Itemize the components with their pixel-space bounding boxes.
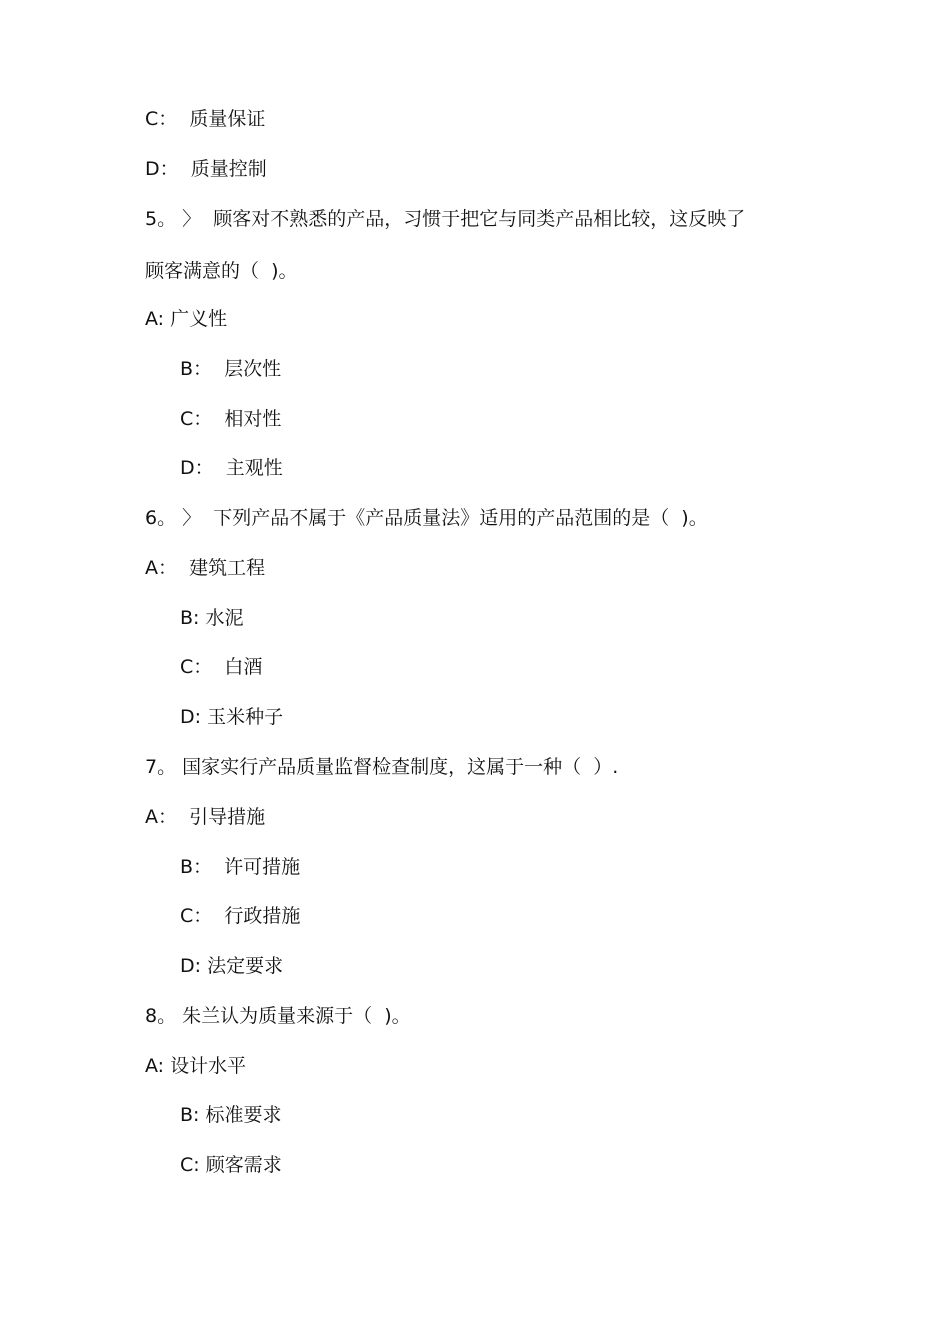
question-6: 6。 〉 下列产品不属于《产品质量法》适用的产品范围的是（ )。 — [145, 507, 708, 529]
q5-option-d: D： 主观性 — [180, 457, 283, 479]
q8-option-c: C: 顾客需求 — [180, 1154, 282, 1176]
question-5-line-2: 顾客满意的（ )。 — [145, 260, 298, 282]
q5-option-a: A: 广义性 — [145, 308, 228, 330]
option-c-quality-assurance: C： 质量保证 — [145, 108, 266, 130]
q6-option-d: D: 玉米种子 — [180, 706, 284, 728]
question-7: 7。 国家实行产品质量监督检查制度，这属于一种（ ）. — [145, 756, 619, 778]
q8-option-b: B: 标准要求 — [180, 1104, 282, 1126]
q7-option-c: C： 行政措施 — [180, 905, 301, 927]
q6-option-c: C： 白酒 — [180, 656, 263, 678]
question-5-line-1: 5。 〉 顾客对不熟悉的产品，习惯于把它与同类产品相比较，这反映了 — [145, 208, 746, 230]
q7-option-a: A： 引导措施 — [145, 806, 266, 828]
q7-option-b: B： 许可措施 — [180, 856, 301, 878]
q6-option-b: B: 水泥 — [180, 607, 244, 629]
q8-option-a: A: 设计水平 — [145, 1055, 247, 1077]
option-d-quality-control: D： 质量控制 — [145, 158, 267, 180]
q7-option-d: D: 法定要求 — [180, 955, 284, 977]
q5-option-b: B： 层次性 — [180, 358, 282, 380]
question-8: 8。 朱兰认为质量来源于（ )。 — [145, 1005, 411, 1027]
q6-option-a: A： 建筑工程 — [145, 557, 266, 579]
q5-option-c: C： 相对性 — [180, 408, 282, 430]
